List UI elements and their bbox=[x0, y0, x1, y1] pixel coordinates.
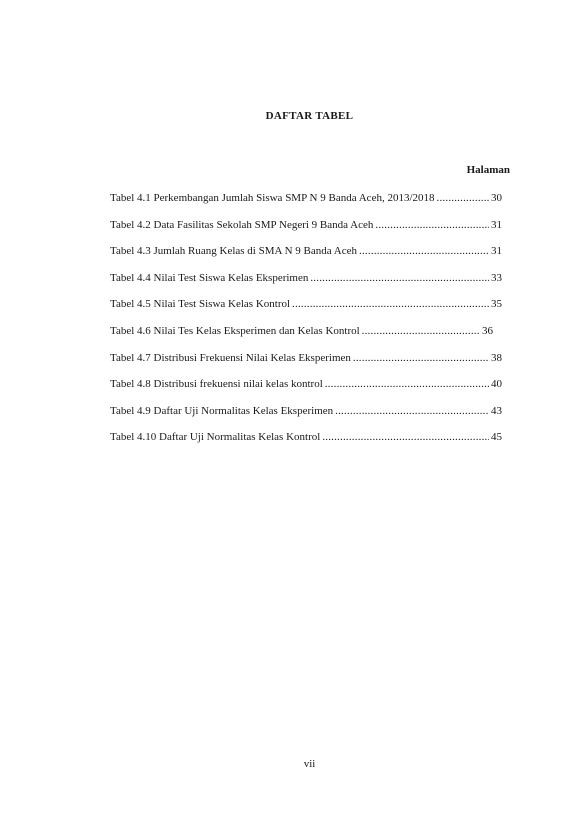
entry-label: Tabel 4.3 Jumlah Ruang Kelas di SMA N 9 Banda Aceh bbox=[110, 245, 358, 258]
entry-label: Tabel 4.10 Daftar Uji Normalitas Kelas Kontrol bbox=[110, 431, 321, 444]
dot-leader bbox=[362, 324, 480, 338]
footer-page-number: vii bbox=[303, 758, 316, 770]
entry-label: Tabel 4.4 Nilai Test Siswa Kelas Eksperimen bbox=[110, 271, 309, 284]
dot-leader bbox=[375, 218, 489, 232]
dot-leader bbox=[437, 191, 489, 205]
list-item bbox=[110, 244, 502, 271]
entry-label: Tabel 4.1 Perkembangan Jumlah Siswa SMP N 9 Banda Aceh, 2013/2018 bbox=[110, 192, 435, 204]
list-item bbox=[110, 271, 502, 298]
entry-page: 38 bbox=[491, 351, 502, 364]
entry-label: Tabel 4.2 Data Fasilitas Sekolah SMP Negeri 9 Banda Aceh bbox=[110, 218, 374, 231]
list-item bbox=[110, 191, 502, 218]
page-column-header: Halaman bbox=[466, 164, 510, 176]
entry-page: 30 bbox=[491, 192, 502, 204]
dot-leader bbox=[310, 271, 489, 285]
entry-page: 43 bbox=[491, 404, 502, 417]
dot-leader bbox=[359, 244, 489, 258]
list-item bbox=[110, 351, 502, 378]
dot-leader bbox=[292, 297, 489, 311]
page-title: DAFTAR TABEL bbox=[265, 110, 354, 122]
list-item bbox=[110, 218, 502, 245]
dot-leader bbox=[353, 351, 489, 365]
entry-label: Tabel 4.9 Daftar Uji Normalitas Kelas Eksperimen bbox=[110, 404, 334, 417]
list-item bbox=[110, 297, 502, 324]
list-item bbox=[110, 430, 502, 457]
dot-leader bbox=[335, 404, 489, 418]
entry-label: Tabel 4.8 Distribusi frekuensi nilai kelas kontrol bbox=[110, 378, 323, 391]
entry-label: Tabel 4.7 Distribusi Frekuensi Nilai Kelas Eksperimen bbox=[110, 351, 351, 364]
entry-page: 40 bbox=[491, 378, 502, 391]
list-item bbox=[110, 404, 502, 431]
entry-page: 36 bbox=[482, 324, 493, 337]
table-list bbox=[110, 191, 502, 457]
dot-leader bbox=[325, 377, 489, 391]
dot-leader bbox=[322, 430, 489, 444]
entry-label: Tabel 4.6 Nilai Tes Kelas Eksperimen dan Kelas Kontrol bbox=[110, 324, 360, 337]
list-item bbox=[110, 377, 502, 404]
list-item bbox=[110, 324, 493, 351]
entry-page: 35 bbox=[491, 298, 502, 311]
entry-page: 45 bbox=[491, 431, 502, 444]
entry-page: 31 bbox=[491, 245, 502, 258]
entry-page: 33 bbox=[491, 271, 502, 284]
entry-label: Tabel 4.5 Nilai Test Siswa Kelas Kontrol bbox=[110, 298, 291, 311]
entry-page: 31 bbox=[491, 218, 502, 231]
